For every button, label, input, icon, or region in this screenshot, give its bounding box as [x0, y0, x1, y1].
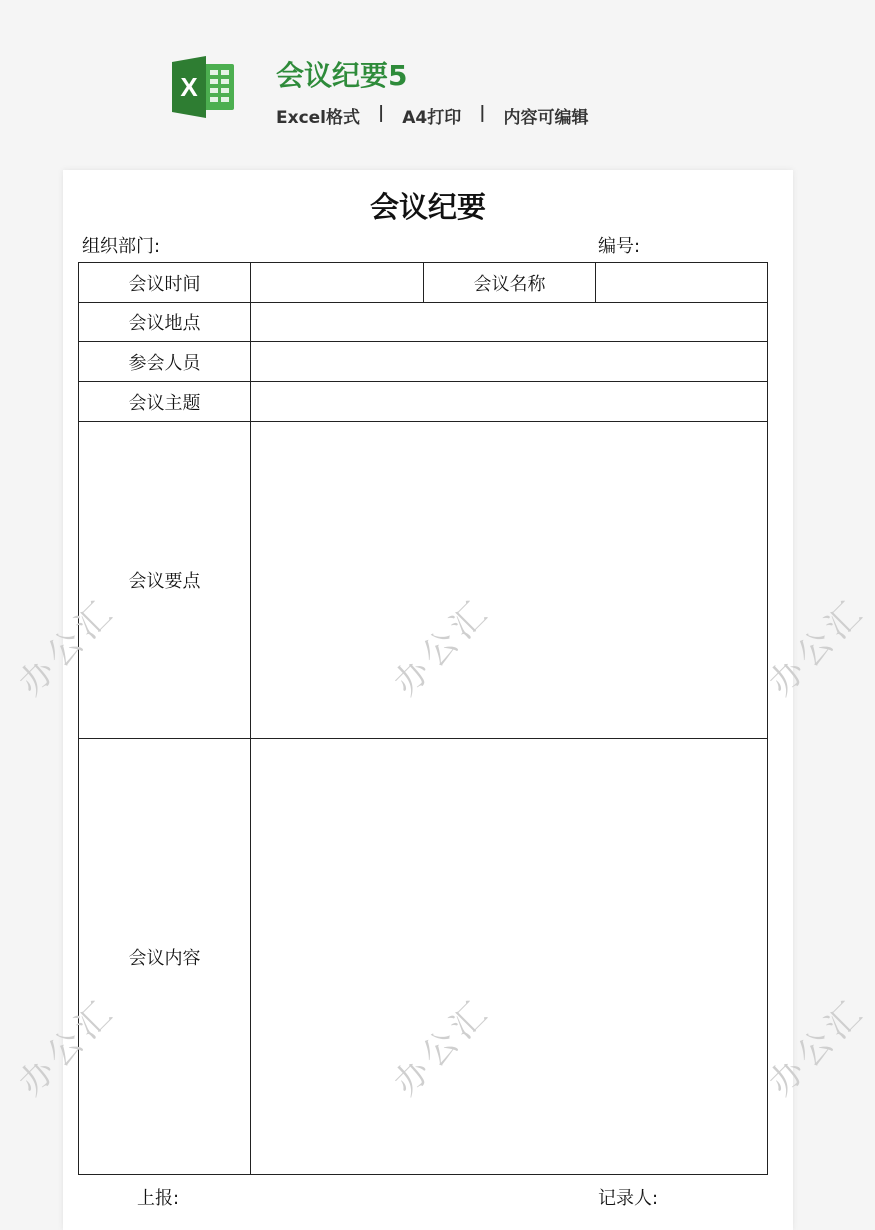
excel-icon	[172, 56, 234, 118]
watermark: 办公汇	[385, 990, 500, 1104]
recorder-label: 记录人:	[598, 1188, 659, 1209]
watermark: 办公汇	[760, 590, 875, 704]
place-label: 会议地点	[79, 303, 251, 342]
attendees-cell[interactable]	[251, 342, 768, 382]
tag-format: Excel格式	[276, 108, 361, 128]
tag-print: A4打印	[402, 108, 462, 128]
page-title: 会议纪要5	[276, 59, 408, 92]
tag-editable: 内容可编辑	[503, 108, 589, 128]
report-label: 上报:	[137, 1188, 180, 1209]
separator: |	[479, 103, 486, 123]
name-label: 会议名称	[424, 263, 596, 303]
name-cell[interactable]	[596, 263, 768, 303]
watermark: 办公汇	[385, 590, 500, 704]
content-label: 会议内容	[79, 739, 251, 1175]
document-title: 会议纪要	[369, 190, 486, 224]
time-cell[interactable]	[251, 263, 424, 303]
topic-label: 会议主题	[79, 382, 251, 422]
svg-text:X: X	[180, 72, 198, 102]
content-cell[interactable]	[251, 739, 768, 1175]
attendees-label: 参会人员	[79, 342, 251, 382]
topic-cell[interactable]	[251, 382, 768, 422]
points-cell[interactable]	[251, 422, 768, 739]
watermark: 办公汇	[10, 990, 125, 1104]
number-label: 编号:	[598, 236, 641, 257]
place-cell[interactable]	[251, 303, 768, 342]
separator: |	[378, 103, 385, 123]
points-label: 会议要点	[79, 422, 251, 739]
watermark: 办公汇	[10, 590, 125, 704]
time-label: 会议时间	[79, 263, 251, 303]
org-label: 组织部门:	[82, 236, 161, 257]
format-tags	[276, 103, 588, 128]
watermark: 办公汇	[760, 990, 875, 1104]
